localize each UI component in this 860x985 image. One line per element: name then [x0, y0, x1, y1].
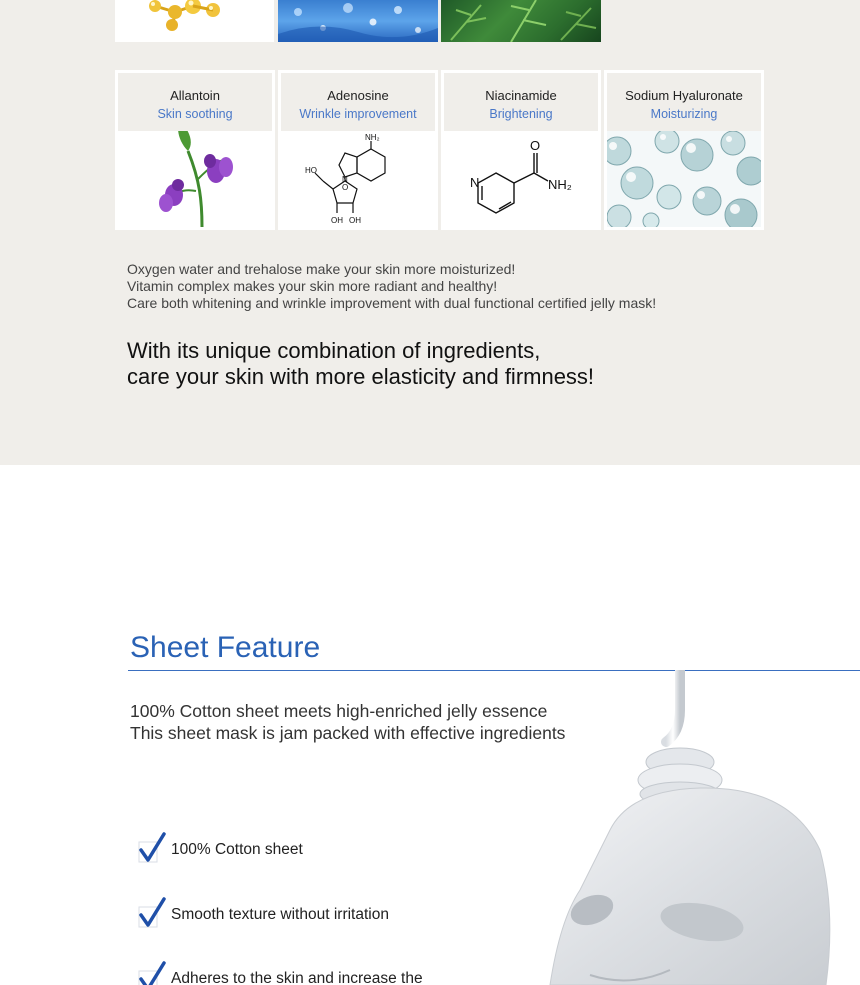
- ingredient-name: Niacinamide: [485, 88, 557, 103]
- checkmark-icon: [138, 832, 166, 864]
- ingredient-name: Adenosine: [327, 88, 389, 103]
- molecule-label: NH₂: [548, 177, 572, 192]
- ingredient-benefit: Moisturizing: [650, 107, 718, 121]
- molecule-label: O: [342, 183, 349, 192]
- molecule-label: OH: [331, 216, 343, 225]
- ingredients-section: [0, 0, 860, 465]
- ingredient-card-adenosine: [278, 70, 438, 230]
- adenosine-molecule-image: [281, 131, 435, 227]
- headline-line: care your skin with more elasticity and firmness!: [127, 364, 595, 389]
- checkmark-icon: [138, 961, 166, 985]
- sheet-feature-intro: [130, 700, 565, 744]
- molecule-label: HO: [305, 166, 317, 175]
- ingredient-card-niacinamide: [441, 70, 601, 230]
- headline-line: With its unique combination of ingredients,: [127, 338, 541, 363]
- ingredient-card-allantoin: [115, 70, 275, 230]
- ingredient-name: Sodium Hyaluronate: [625, 88, 743, 103]
- checkmark-icon: [138, 897, 166, 929]
- sheet-feature-title: Sheet Feature: [130, 631, 321, 664]
- ingredient-header: [607, 73, 761, 131]
- description-line: Care both whitening and wrinkle improvement with dual functional certified jelly mask!: [127, 295, 657, 311]
- molecule-label: NH₂: [365, 133, 380, 142]
- description-text: [127, 261, 656, 312]
- gold-capsules-image: [115, 0, 274, 42]
- intro-line: This sheet mask is jam packed with effective ingredients: [130, 723, 566, 743]
- ingredient-header: [118, 73, 272, 131]
- intro-line: 100% Cotton sheet meets high-enriched jelly essence: [130, 701, 548, 721]
- ingredient-header: [444, 73, 598, 131]
- comfrey-flower-image: [118, 131, 272, 227]
- green-leaves-image: [441, 0, 601, 42]
- feature-label: Smooth texture without irritation: [171, 906, 389, 923]
- ingredient-benefit: Skin soothing: [157, 107, 233, 121]
- niacinamide-molecule-image: [444, 131, 598, 227]
- ingredient-benefit: Brightening: [489, 107, 553, 121]
- molecule-label: O: [530, 138, 541, 153]
- molecule-label: OH: [349, 216, 361, 225]
- molecule-label: N: [342, 175, 348, 184]
- headline: [127, 338, 594, 390]
- ingredient-name: Allantoin: [170, 88, 220, 103]
- feature-label: Adheres to the skin and increase the: [171, 970, 423, 985]
- description-line: Vitamin complex makes your skin more radiant and healthy!: [127, 278, 498, 294]
- ingredient-card-sodium-hyaluronate: [604, 70, 764, 230]
- description-line: Oxygen water and trehalose make your skin more moisturized!: [127, 261, 516, 277]
- ingredient-header: [281, 73, 435, 131]
- molecule-label: N: [470, 175, 480, 190]
- water-bubbles-image: [607, 131, 761, 227]
- feature-label: 100% Cotton sheet: [171, 841, 303, 858]
- ingredient-benefit: Wrinkle improvement: [299, 107, 417, 121]
- sheet-mask-image: [540, 670, 860, 985]
- water-splash-image: [278, 0, 438, 42]
